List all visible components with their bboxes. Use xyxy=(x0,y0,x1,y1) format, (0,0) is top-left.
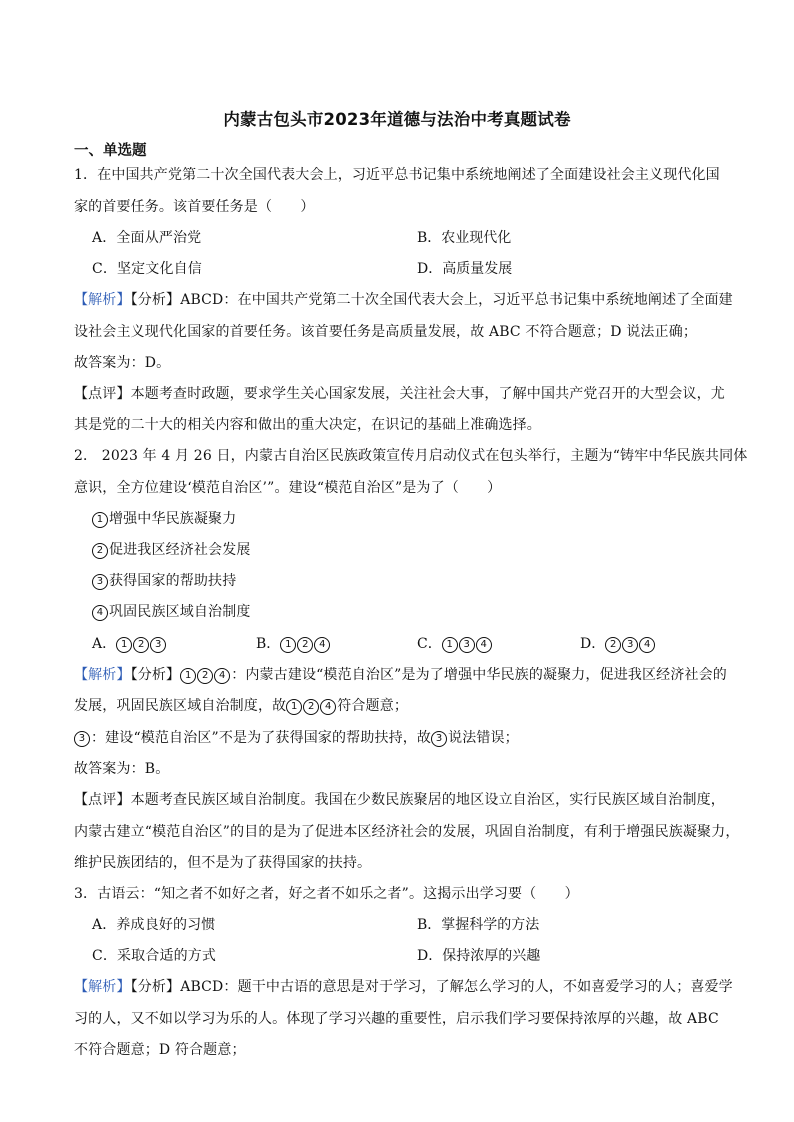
q2-item-text: 促进我区经济社会发展 xyxy=(109,542,251,558)
q2-item-2 xyxy=(92,540,752,560)
q2-review-line-2: 内蒙古建立“模范自治区”的目的是为了促进本区经济社会的发展，巩固自治制度，有利于增强民族凝聚力， xyxy=(74,824,740,840)
circled-number: 1 xyxy=(280,637,296,653)
q3-stem-line-1: 3．古语云：“知之者不如好之者，好之者不如乐之者”。这揭示出学习要（ ） xyxy=(74,886,579,902)
q1-option-a: A．全面从严治党 xyxy=(92,230,202,246)
q2-review-line-1 xyxy=(74,790,734,810)
q2-item-text: 增强中华民族凝聚力 xyxy=(109,511,237,527)
q2-review-line-3: 维护民族团结的，但不是为了获得国家的扶持。 xyxy=(74,855,372,871)
q3-option-d: D．保持浓厚的兴趣 xyxy=(417,948,541,964)
circled-number: 3 xyxy=(459,637,475,653)
q3-option-c: C．采取合适的方式 xyxy=(92,948,217,964)
q2-analysis-text: 说法错误； xyxy=(448,730,519,746)
q3-analysis-line-1 xyxy=(74,977,734,997)
q1-stem-line-1: 1．在中国共产党第二十次全国代表大会上，习近平总书记集中系统地阐述了全面建设社会主义现代化国 xyxy=(74,167,720,183)
q2-analysis-line-3 xyxy=(74,728,734,748)
q1-review-line-1 xyxy=(74,384,734,404)
q2-analysis-text: ：建设“模范自治区”不是为了获得国家的帮助扶持，故 xyxy=(91,730,432,746)
circled-number: 2 xyxy=(297,637,313,653)
q3-option-b: B．掌握科学的方法 xyxy=(417,917,540,933)
circled-number: 4 xyxy=(314,637,330,653)
q1-review-line-2: 其是党的二十大的相关内容和做出的重大决定，在识记的基础上准确选择。 xyxy=(74,417,541,433)
q2-item-text: 巩固民族区域自治制度 xyxy=(109,604,251,620)
circled-number: 3 xyxy=(431,731,447,747)
q1-analysis-text: ABCD：在中国共产党第二十次全国代表大会上，习近平总书记集中系统地阐述了全面建 xyxy=(180,292,733,308)
q2-option-a xyxy=(92,634,167,654)
circled-number: 2 xyxy=(197,668,213,684)
jiexi-tag: 【解析】 xyxy=(74,979,131,995)
q2-analysis-line-2 xyxy=(74,696,734,716)
q2-analysis-text: ：内蒙古建设“模范自治区”是为了增强中华民族的凝聚力，促进我区经济社会的 xyxy=(231,667,727,683)
circled-number: 1 xyxy=(92,512,108,528)
circled-number: 1 xyxy=(116,637,132,653)
q1-analysis-line-1 xyxy=(74,290,734,310)
q3-option-a: A．养成良好的习惯 xyxy=(92,917,216,933)
circled-number: 4 xyxy=(92,605,108,621)
q1-stem-line-2: 家的首要任务。该首要任务是（ ） xyxy=(74,199,315,215)
q2-item-text: 获得国家的帮助扶持 xyxy=(109,573,237,589)
circled-number: 2 xyxy=(133,637,149,653)
circled-number: 1 xyxy=(442,637,458,653)
q1-analysis-line-2: 设社会主义现代化国家的首要任务。该首要任务是高质量发展，故 ABC 不符合题意；D 说法正确； xyxy=(74,324,697,340)
q2-stem-line-1: 2． 2023 年 4 月 26 日，内蒙古自治区民族政策宣传月启动仪式在包头举行，主题为“铸牢中华民族共同体 xyxy=(74,448,748,464)
circled-number: 3 xyxy=(92,574,108,590)
circled-number: 2 xyxy=(92,543,108,559)
circled-number: 2 xyxy=(605,637,621,653)
fenxi-tag: 【分析】 xyxy=(130,292,181,308)
q3-analysis-line-2: 习的人，又不如以学习为乐的人。体现了学习兴趣的重要性，启示我们学习要保持浓厚的兴趣，故 ABC xyxy=(74,1011,719,1027)
q2-option-c xyxy=(417,634,493,654)
q1-review-text: 本题考查时政题，要求学生关心国家发展，关注社会大事，了解中国共产党召开的大型会议，尤 xyxy=(130,386,725,402)
circled-number: 4 xyxy=(320,699,336,715)
dianping-tag: 【点评】 xyxy=(74,386,131,402)
circled-number: 1 xyxy=(180,668,196,684)
circled-number: 4 xyxy=(214,668,230,684)
circled-number: 3 xyxy=(622,637,638,653)
q1-option-c: C．坚定文化自信 xyxy=(92,261,202,277)
fenxi-tag: 【分析】 xyxy=(130,667,181,683)
q2-option-b xyxy=(256,634,331,654)
q2-item-1 xyxy=(92,509,752,529)
option-letter: B． xyxy=(256,636,281,652)
circled-number: 2 xyxy=(303,699,319,715)
q2-review-text: 本题考查民族区域自治制度。我国在少数民族聚居的地区设立自治区，实行民族区域自治制度， xyxy=(130,792,725,808)
q2-analysis-text: 符合题意； xyxy=(337,698,408,714)
q3-analysis-line-3: 不符合题意；D 符合题意； xyxy=(74,1042,246,1058)
q2-item-3 xyxy=(92,571,752,591)
q1-option-d: D．高质量发展 xyxy=(417,261,513,277)
circled-number: 3 xyxy=(150,637,166,653)
circled-number: 3 xyxy=(74,731,90,747)
option-letter: C． xyxy=(417,636,442,652)
q1-option-b: B．农业现代化 xyxy=(417,230,512,246)
jiexi-tag: 【解析】 xyxy=(74,292,131,308)
q2-stem-line-2: 意识，全方位建设‘模范自治区’”。建设“模范自治区”是为了（ ） xyxy=(74,480,502,496)
circled-number: 4 xyxy=(476,637,492,653)
option-letter: D． xyxy=(580,636,606,652)
circled-number: 4 xyxy=(639,637,655,653)
section-heading: 一、单选题 xyxy=(74,143,147,159)
page-title: 内蒙古包头市2023年道德与法治中考真题试卷 xyxy=(223,110,571,129)
option-letter: A． xyxy=(92,636,117,652)
q2-analysis-line-1 xyxy=(74,665,734,685)
q1-answer: 故答案为：D。 xyxy=(74,355,171,371)
jiexi-tag: 【解析】 xyxy=(74,667,131,683)
q2-option-d xyxy=(580,634,656,654)
circled-number: 1 xyxy=(286,699,302,715)
fenxi-tag: 【分析】 xyxy=(130,979,181,995)
q2-item-4 xyxy=(92,602,752,622)
q2-answer: 故答案为：B。 xyxy=(74,761,170,777)
q2-analysis-text: 发展，巩固民族区域自治制度，故 xyxy=(74,698,287,714)
dianping-tag: 【点评】 xyxy=(74,792,131,808)
q3-analysis-text: ABCD：题干中古语的意思是对于学习，了解怎么学习的人，不如喜爱学习的人；喜爱学 xyxy=(180,979,733,995)
